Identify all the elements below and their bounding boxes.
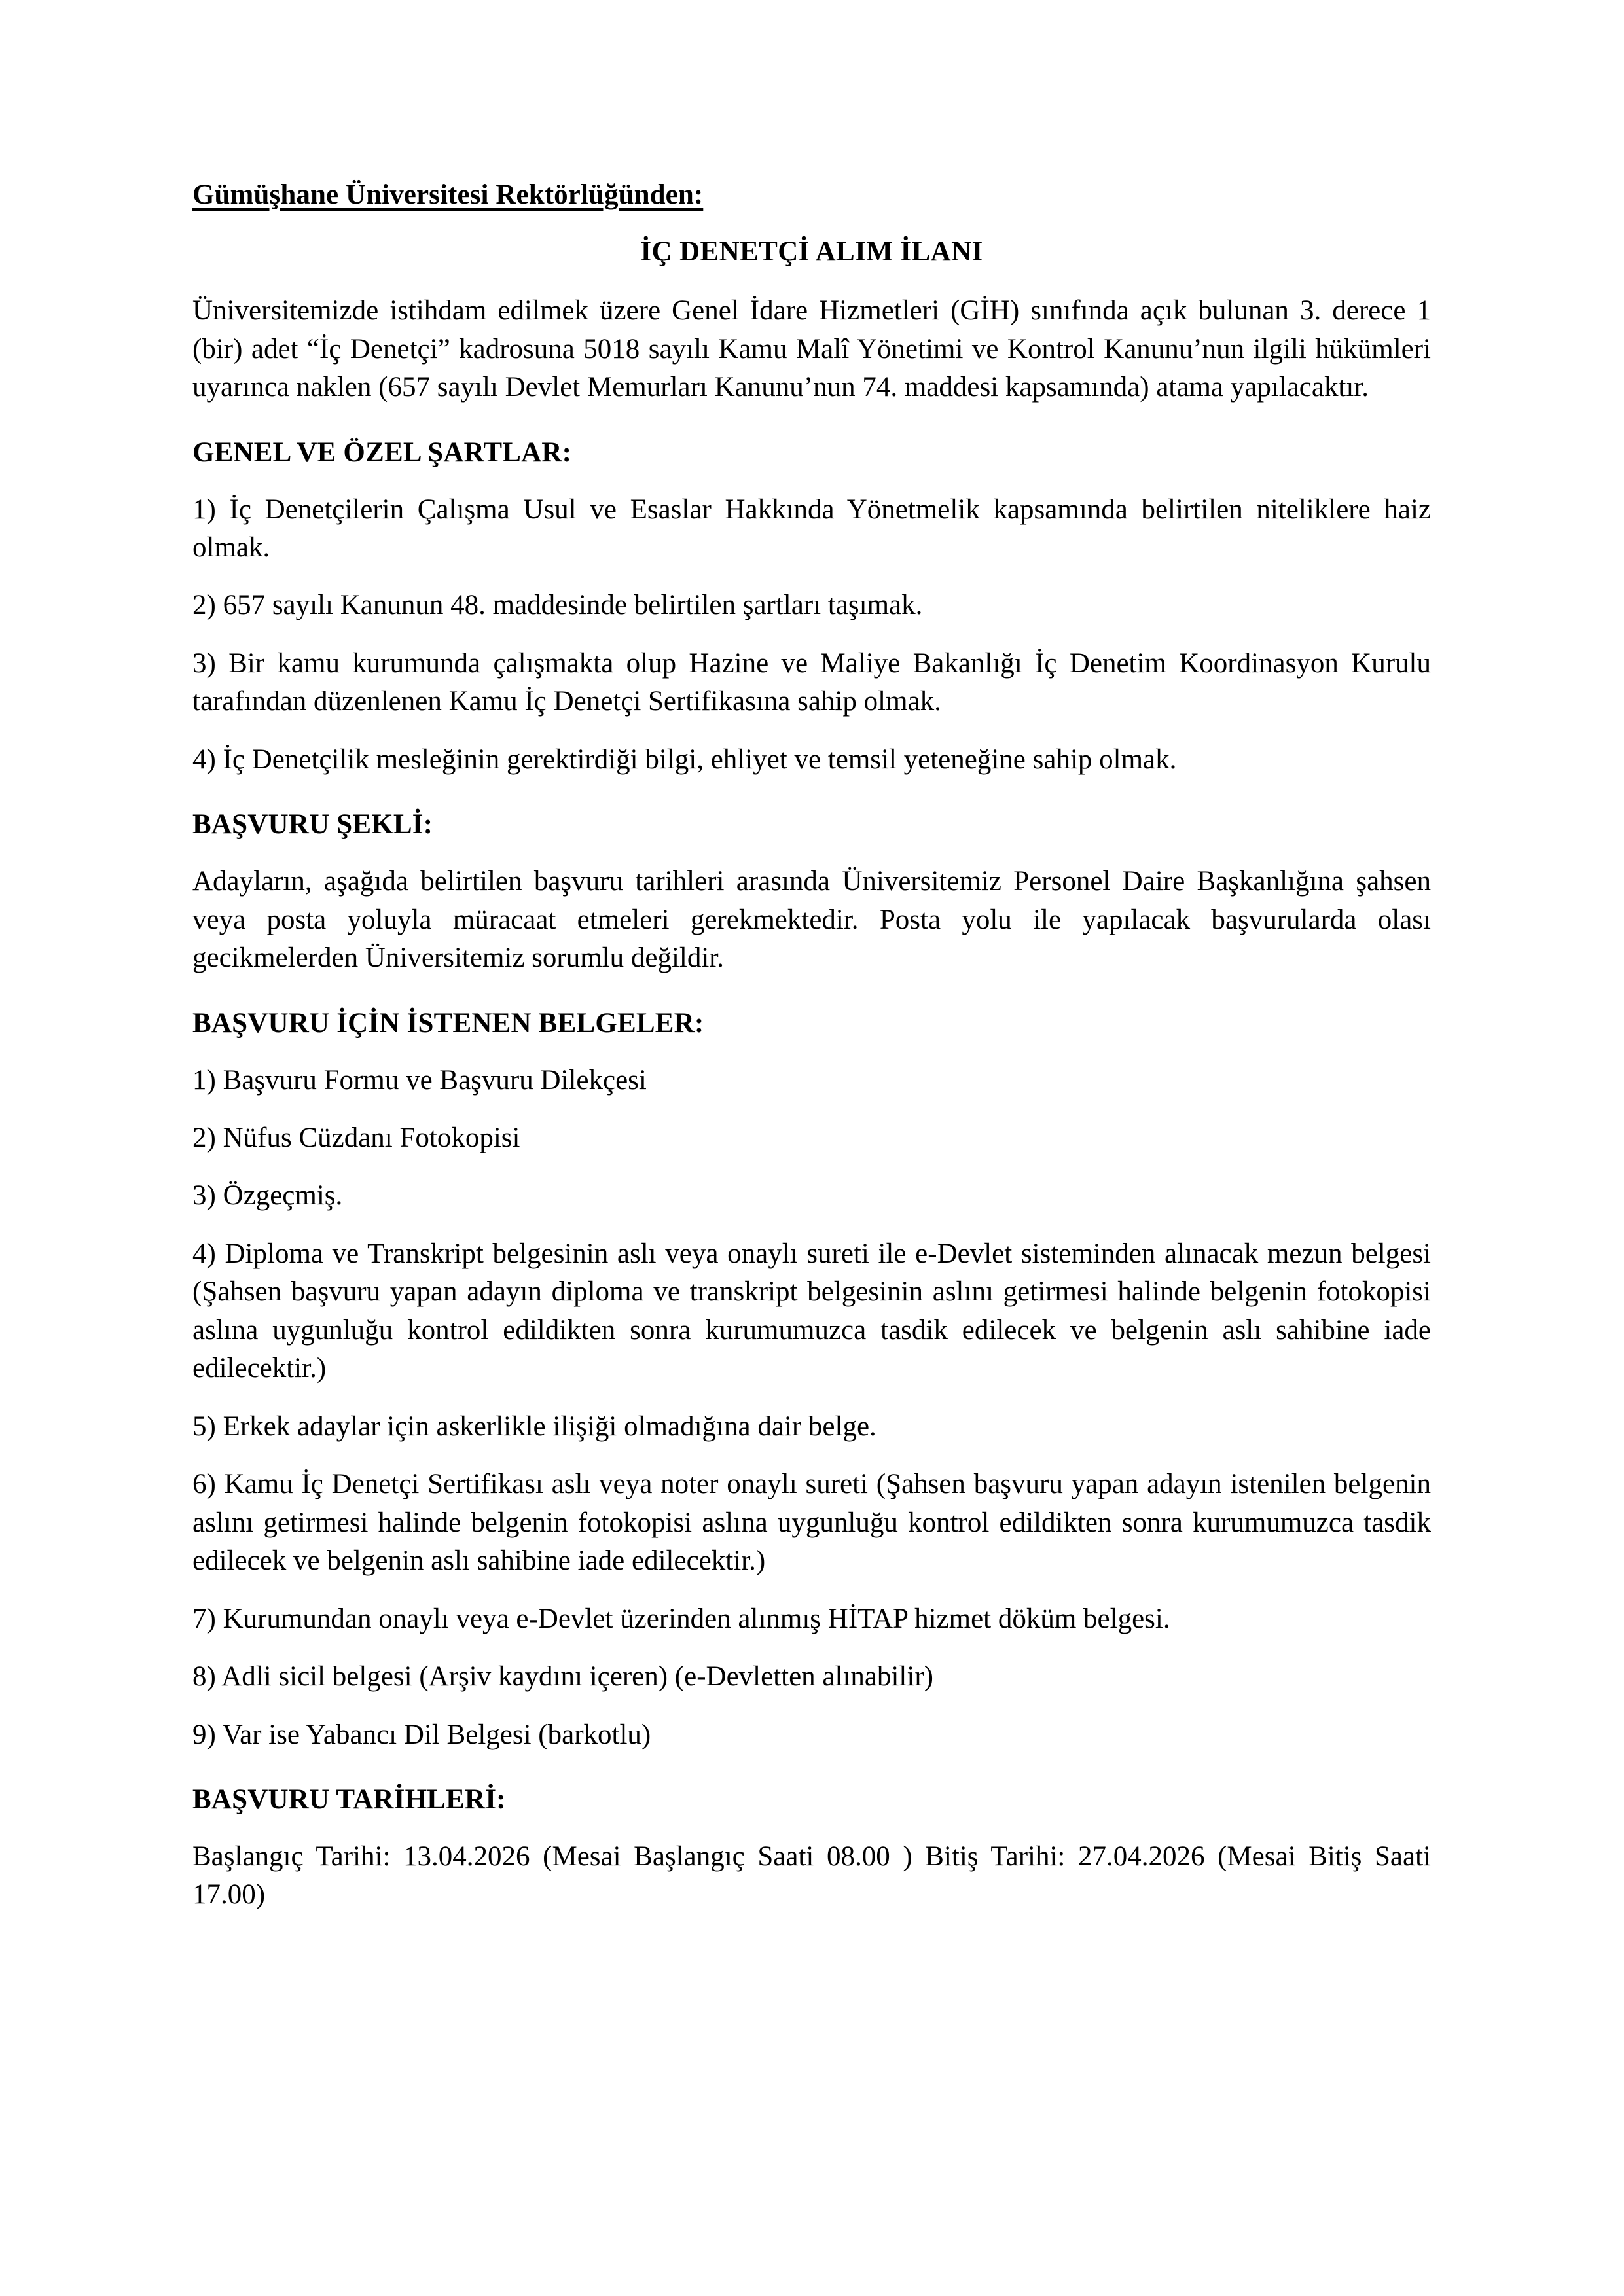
document-body [192,178,1431,1934]
section-heading-application-dates: BAŞVURU TARİHLERİ: [192,1784,506,1816]
required-document-item-9: 9) Var ise Yabancı Dil Belgesi (barkotlu) [192,1719,651,1750]
required-document-item-3: 3) Özgeçmiş. [192,1180,343,1211]
intro-paragraph: Üniversitemizde istihdam edilmek üzere Genel İdare Hizmetleri (GİH) sınıfında açık bulunan 3. derece 1 (bir) adet “İç Denetçi” kadrosuna 5018 sayılı Kamu Malî Yönetimi ve Kontrol Kanunu’nun ilgili hükümleri uyarınca naklen (657 sayılı Devlet Memurları Kanunu’nun 74. maddesi kapsamında) atama yapılacaktır. [192,295,1431,403]
condition-item-4: 4) İç Denetçilik mesleğinin gerektirdiği bilgi, ehliyet ve temsil yeteneğine sahip olmak. [192,744,1177,775]
sender-line: Gümüşhane Üniversitesi Rektörlüğünden: [192,179,704,210]
required-document-item-2: 2) Nüfus Cüzdanı Fotokopisi [192,1122,520,1153]
application-method-paragraph: Adayların, aşağıda belirtilen başvuru tarihleri arasında Üniversitemiz Personel Daire Başkanlığına şahsen veya posta yoluyla müracaat etmeleri gerekmektedir. Posta yolu ile yapılacak başvurularda olası gecikmelerden Üniversitemiz sorumlu değildir. [192,866,1431,974]
application-dates-paragraph: Başlangıç Tarihi: 13.04.2026 (Mesai Başlangıç Saati 08.00 ) Bitiş Tarihi: 27.04.2026 (Mesai Bitiş Saati 17.00) [192,1840,1431,1910]
condition-item-1: 1) İç Denetçilerin Çalışma Usul ve Esaslar Hakkında Yönetmelik kapsamında belirtilen niteliklere haiz olmak. [192,493,1431,563]
section-heading-required-documents: BAŞVURU İÇİN İSTENEN BELGELER: [192,1007,704,1039]
required-document-item-1: 1) Başvuru Formu ve Başvuru Dilekçesi [192,1064,647,1096]
required-document-item-7: 7) Kurumundan onaylı veya e-Devlet üzerinden alınmış HİTAP hizmet döküm belgesi. [192,1603,1170,1634]
section-heading-application-method: BAŞVURU ŞEKLİ: [192,809,433,840]
section-heading-conditions: GENEL VE ÖZEL ŞARTLAR: [192,437,572,468]
required-document-item-8: 8) Adli sicil belgesi (Arşiv kaydını içeren) (e-Devletten alınabilir) [192,1661,933,1693]
condition-item-3: 3) Bir kamu kurumunda çalışmakta olup Hazine ve Maliye Bakanlığı İç Denetim Koordinasyon Kurulu tarafından düzenlenen Kamu İç Denetçi Sertifikasına sahip olmak. [192,647,1431,717]
required-document-item-6: 6) Kamu İç Denetçi Sertifikası aslı veya noter onaylı sureti (Şahsen başvuru yapan adayın istenilen belgenin aslını getirmesi halinde belgenin fotokopisi aslına uygunluğu kontrol edildikten sonra kurumumuzca tasdik edilecek ve belgenin aslı sahibine iade edilecektir.) [192,1469,1431,1577]
required-document-item-5: 5) Erkek adaylar için askerlikle ilişiği olmadığına dair belge. [192,1410,876,1442]
condition-item-2: 2) 657 sayılı Kanunun 48. maddesinde belirtilen şartları taşımak. [192,590,923,621]
page-title: İÇ DENETÇİ ALIM İLANI [640,236,983,268]
required-document-item-4: 4) Diploma ve Transkript belgesinin aslı veya onaylı sureti ile e-Devlet sisteminden alınacak mezun belgesi (Şahsen başvuru yapan adayın diploma ve transkript belgesinin aslını getirmesi halinde belgenin fotokopisi aslına uygunluğu kontrol edildikten sonra kurumumuzca tasdik edilecek ve belgenin aslı sahibine iade edilecektir.) [192,1238,1431,1384]
